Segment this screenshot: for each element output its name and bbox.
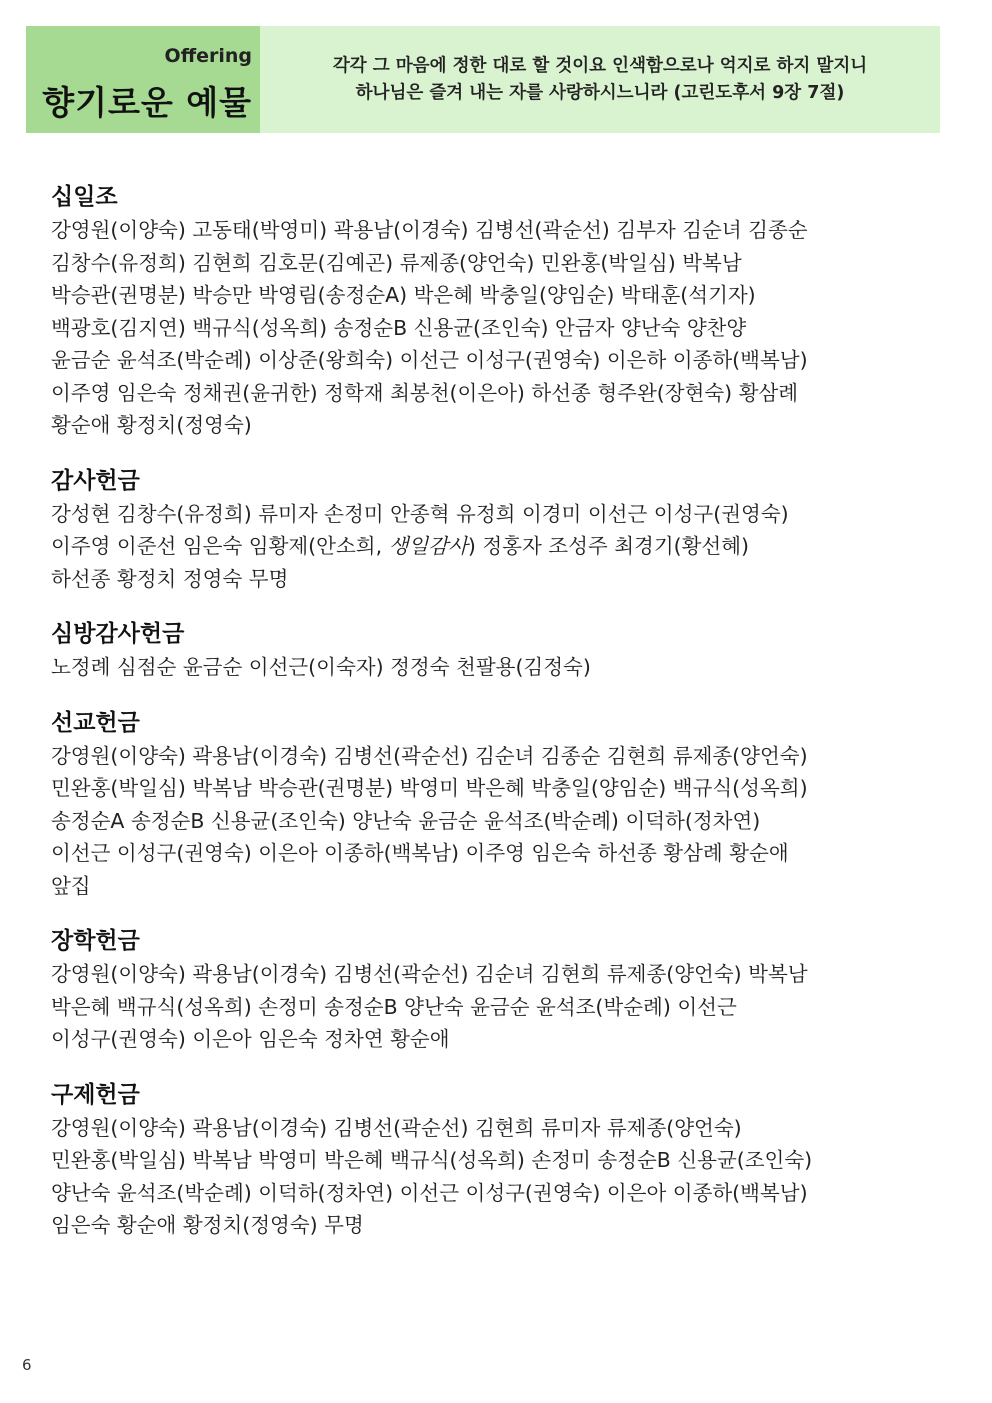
section-title: 감사헌금 [51, 467, 140, 494]
name-line: 양난숙 윤석조(박순례) 이덕하(정차연) 이선근 이성구(권영숙) 이은아 이종하(백복남) [51, 1180, 808, 1205]
name-line: 하선종 황정치 정영숙 무명 [51, 566, 289, 591]
name-text: ) 정홍자 조성주 최경기(황선혜) [467, 534, 750, 558]
name-line [51, 530, 941, 563]
name-text: 이주영 이준선 임은숙 임황제(안소희, [51, 534, 389, 558]
name-line: 백광호(김지연) 백규식(성옥희) 송정순B 신용균(조인숙) 안금자 양난숙 양찬양 [51, 315, 747, 340]
section-title: 심방감사헌금 [51, 621, 185, 647]
section-relief [51, 1078, 941, 1242]
scripture-verse [260, 26, 940, 133]
name-line: 박은혜 백규식(성옥희) 손정미 송정순B 양난숙 윤금순 윤석조(박순례) 이선근 [51, 994, 737, 1019]
name-line: 강영원(이양숙) 곽용남(이경숙) 김병선(곽순선) 김순녀 김종순 김현희 류제종(양언숙) [51, 743, 808, 768]
name-line: 강영원(이양숙) 곽용남(이경숙) 김병선(곽순선) 김현희 류미자 류제종(양언숙) [51, 1115, 742, 1140]
name-line: 강성현 김창수(유정희) 류미자 손정미 안종혁 유정희 이경미 이선근 이성구(권영숙) [51, 501, 789, 526]
name-line: 임은숙 황순애 황정치(정영숙) 무명 [51, 1213, 364, 1237]
title-box [26, 26, 260, 133]
name-line: 민완홍(박일심) 박복남 박승관(권명분) 박영미 박은혜 박충일(양임순) 백규식(성옥희) [51, 776, 808, 800]
name-line: 윤금순 윤석조(박순례) 이상준(왕희숙) 이선근 이성구(권영숙) 이은하 이종하(백복남) [51, 348, 808, 372]
section-visit-thanks [51, 617, 941, 684]
name-line: 강영원(이양숙) 고동태(박영미) 곽용남(이경숙) 김병선(곽순선) 김부자 김순녀 김종순 [51, 218, 808, 242]
name-line: 황순애 황정치(정영숙) [51, 413, 252, 437]
section-title: 십일조 [51, 184, 118, 210]
name-line: 김창수(유정희) 김현희 김호문(김예곤) 류제종(양언숙) 민완홍(박일심) 박복남 [51, 250, 742, 275]
section-mission [51, 706, 941, 903]
page-header [26, 26, 940, 133]
section-title: 선교헌금 [51, 709, 140, 736]
name-line: 강영원(이양숙) 곽용남(이경숙) 김병선(곽순선) 김순녀 김현희 류제종(양언숙) 박복남 [51, 962, 808, 986]
title-korean: 향기로운 예물 [42, 83, 252, 122]
name-line: 앞집 [51, 873, 91, 898]
name-line: 이선근 이성구(권영숙) 이은아 이종하(백복남) 이주영 임은숙 하선종 황삼례 황순애 [51, 841, 789, 865]
offering-list [51, 180, 941, 1264]
name-line: 민완홍(박일심) 박복남 박영미 박은혜 백규식(성옥희) 손정미 송정순B 신용균(조인숙) [51, 1148, 813, 1172]
section-tithe [51, 180, 941, 442]
name-line: 이주영 임은숙 정채권(윤귀한) 정학재 최봉천(이은아) 하선종 형주완(장현숙) 황삼례 [51, 380, 799, 405]
birthday-thanks-note: 생일감사 [388, 534, 468, 558]
section-scholarship [51, 924, 941, 1056]
name-line: 송정순A 송정순B 신용균(조인숙) 양난숙 윤금순 윤석조(박순례) 이덕하(정차연) [51, 808, 761, 833]
page-number: 6 [22, 1356, 32, 1374]
name-line: 이성구(권영숙) 이은아 임은숙 정차연 황순애 [51, 1027, 450, 1051]
section-title: 장학헌금 [51, 928, 140, 954]
section-thanks [51, 464, 941, 596]
name-line: 노정례 심점순 윤금순 이선근(이숙자) 정정숙 천팔용(김정숙) [51, 655, 591, 679]
verse-line: 각각 그 마음에 정한 대로 할 것이요 인색함으로나 억지로 하지 말지니 [332, 55, 868, 76]
section-title: 구제헌금 [51, 1081, 140, 1108]
name-line: 박승관(권명분) 박승만 박영림(송정순A) 박은혜 박충일(양임순) 박태훈(석기자) [51, 283, 756, 307]
verse-line: 하나님은 즐겨 내는 자를 사랑하시느니라 (고린도후서 9장 7절) [355, 82, 845, 103]
title-english: Offering [164, 45, 252, 67]
